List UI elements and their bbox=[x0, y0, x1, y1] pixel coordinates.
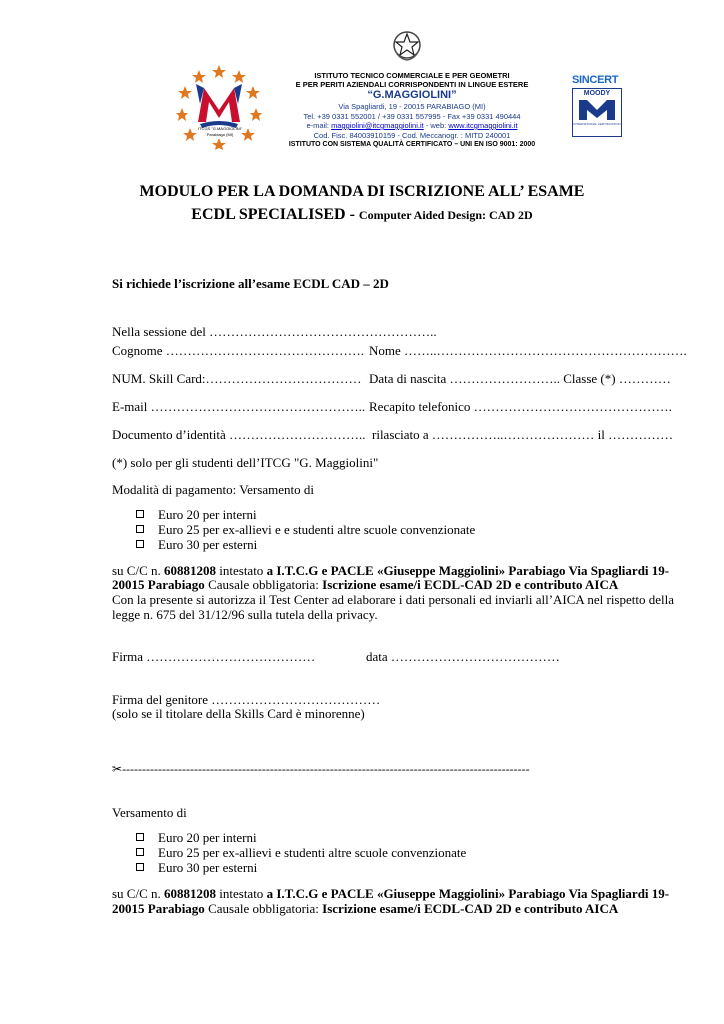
date-field[interactable]: data ………………………………… bbox=[366, 649, 560, 664]
payment-label: Modalità di pagamento: Versamento di bbox=[112, 482, 314, 497]
web-link[interactable]: www.itcgmaggiolini.it bbox=[448, 121, 518, 130]
title-line-2 bbox=[0, 206, 724, 224]
birth-date-field[interactable]: Data di nascita …………………….. Classe (*) ………… bbox=[369, 371, 671, 386]
option-label: Euro 25 per ex-allievi e studenti altre scuole convenzionate bbox=[158, 845, 467, 860]
receipt-option[interactable] bbox=[136, 860, 257, 875]
school-logo bbox=[176, 64, 262, 150]
school-address: Via Spagliardi, 19 - 20015 PARABIAGO (MI) bbox=[338, 102, 486, 111]
cc-prefix: su C/C n. bbox=[112, 563, 161, 578]
cc-beneficiary: a I.T.C.G e PACLE «Giuseppe Maggiolini» Parabiago Via Spagliardi 19- bbox=[266, 563, 670, 578]
payment-option[interactable] bbox=[136, 537, 257, 552]
parent-signature-field[interactable]: Firma del genitore ………………………………… bbox=[112, 692, 381, 707]
header-line-1: ISTITUTO TECNICO COMMERCIALE E PER GEOMETRI bbox=[314, 71, 510, 80]
title-line-1: MODULO PER LA DOMANDA DI ISCRIZIONE ALL’ ESAME bbox=[139, 183, 585, 200]
header-line-2: E PER PERITI AZIENDALI CORRISPONDENTI IN LINGUE ESTERE bbox=[295, 80, 529, 89]
option-label: Euro 20 per interni bbox=[158, 507, 257, 522]
email-label: e-mail: bbox=[306, 121, 329, 130]
logo-ring-text-top: ITCGS "G.MAGGIOLINI" bbox=[198, 126, 243, 131]
receipt-account-line-1 bbox=[112, 886, 669, 901]
cognome-field[interactable]: Cognome ………………………………………. bbox=[112, 343, 365, 358]
student-note: (*) solo per gli studenti dell’ITCG "G. Maggiolini" bbox=[112, 455, 379, 470]
issued-by-field[interactable]: rilasciato a ……………..………………… il …………… bbox=[372, 427, 674, 442]
republic-emblem-icon bbox=[391, 28, 423, 62]
title-main: ECDL SPECIALISED - bbox=[191, 206, 355, 223]
checkbox-icon[interactable] bbox=[136, 863, 144, 871]
signature-field[interactable]: Firma ………………………………… bbox=[112, 649, 316, 664]
account-line-1 bbox=[112, 563, 669, 578]
checkbox-icon[interactable] bbox=[136, 540, 144, 548]
session-field[interactable]: Nella sessione del …………………………………………….. bbox=[112, 324, 437, 339]
dashes: ------------------------------------------------------------------------------------------------------ bbox=[122, 762, 530, 776]
receipt-label: Versamento di bbox=[112, 805, 187, 820]
moody-mark-icon bbox=[573, 98, 621, 122]
cc-number: 60881208 bbox=[164, 886, 217, 901]
privacy-line-2: legge n. 675 del 31/12/96 sulla tutela della privacy. bbox=[112, 607, 378, 622]
cc-city: 20015 Parabiago bbox=[112, 901, 205, 916]
parent-signature-note: (solo se il titolare della Skills Card è minorenne) bbox=[112, 706, 365, 721]
checkbox-icon[interactable] bbox=[136, 510, 144, 518]
cc-mid: intestato bbox=[219, 563, 264, 578]
school-header bbox=[270, 71, 554, 150]
request-line: Si richiede l’iscrizione all’esame ECDL CAD – 2D bbox=[112, 276, 389, 291]
cut-line bbox=[112, 761, 530, 777]
page-title bbox=[0, 182, 724, 202]
cc-mid: intestato bbox=[219, 886, 264, 901]
cc-prefix: su C/C n. bbox=[112, 886, 161, 901]
cc-beneficiary: a I.T.C.G e PACLE «Giuseppe Maggiolini» Parabiago Via Spagliardi 19- bbox=[266, 886, 670, 901]
option-label: Euro 20 per interni bbox=[158, 830, 257, 845]
school-name: “G.MAGGIOLINI” bbox=[367, 89, 457, 101]
nome-field[interactable]: Nome ……..…………………………………………………. bbox=[369, 343, 687, 358]
web-label: - web: bbox=[425, 121, 447, 130]
email-field[interactable]: E-mail ………………………………………….. bbox=[112, 399, 366, 414]
receipt-option[interactable] bbox=[136, 845, 466, 860]
email-link[interactable]: maggiolini@itcgmaggiolini.it bbox=[331, 121, 424, 130]
quality-statement: ISTITUTO CON SISTEMA QUALITÀ CERTIFICATO – UNI EN ISO 9001: 2000 bbox=[288, 141, 536, 148]
payment-option[interactable] bbox=[136, 507, 257, 522]
phone-field[interactable]: Recapito telefonico ………………………………………. bbox=[369, 399, 672, 414]
checkbox-icon[interactable] bbox=[136, 525, 144, 533]
checkbox-icon[interactable] bbox=[136, 833, 144, 841]
moody-text: MOODY bbox=[583, 90, 611, 97]
checkbox-icon[interactable] bbox=[136, 848, 144, 856]
scissors-icon: ✂ bbox=[112, 762, 123, 776]
moody-small-text: INTERNATIONAL CERTIFICATION bbox=[573, 122, 621, 126]
privacy-line-1: Con la presente si autorizza il Test Center ad elaborare i dati personali ed inviarli all’AICA nel rispetto della bbox=[112, 592, 674, 607]
receipt-option[interactable] bbox=[136, 830, 257, 845]
title-sub: Computer Aided Design: CAD 2D bbox=[358, 208, 533, 222]
school-contacts bbox=[270, 121, 554, 131]
account-line-2 bbox=[112, 577, 618, 592]
cc-number: 60881208 bbox=[164, 563, 217, 578]
logo-ring-text-bottom: Parabiago (MI) bbox=[206, 132, 234, 137]
school-codes: Cod. Fisc. 84003910159 - Cod. Meccanogr. : MITD 240001 bbox=[313, 130, 511, 140]
cc-causale: Iscrizione esame/i ECDL-CAD 2D e contributo AICA bbox=[322, 577, 619, 592]
moody-badge bbox=[572, 88, 622, 137]
receipt-account-line-2 bbox=[112, 901, 618, 916]
id-document-field[interactable]: Documento d’identità ………………………….. bbox=[112, 427, 366, 442]
cc-city: 20015 Parabiago bbox=[112, 577, 205, 592]
option-label: Euro 30 per esterni bbox=[158, 537, 258, 552]
payment-option[interactable] bbox=[136, 522, 475, 537]
school-phones: Tel. +39 0331 552001 / +39 0331 557995 - Fax +39 0331 490444 bbox=[303, 111, 521, 121]
option-label: Euro 30 per esterni bbox=[158, 860, 258, 875]
cc-causale-label: Causale obbligatoria: bbox=[208, 901, 319, 916]
cc-causale: Iscrizione esame/i ECDL-CAD 2D e contributo AICA bbox=[322, 901, 619, 916]
certification-logo bbox=[572, 74, 626, 140]
skill-card-field[interactable]: NUM. Skill Card:……………………………… bbox=[112, 371, 362, 386]
option-label: Euro 25 per ex-allievi e e studenti altre scuole convenzionate bbox=[158, 522, 476, 537]
sincert-text: SINCERT bbox=[572, 74, 619, 86]
cc-causale-label: Causale obbligatoria: bbox=[208, 577, 319, 592]
